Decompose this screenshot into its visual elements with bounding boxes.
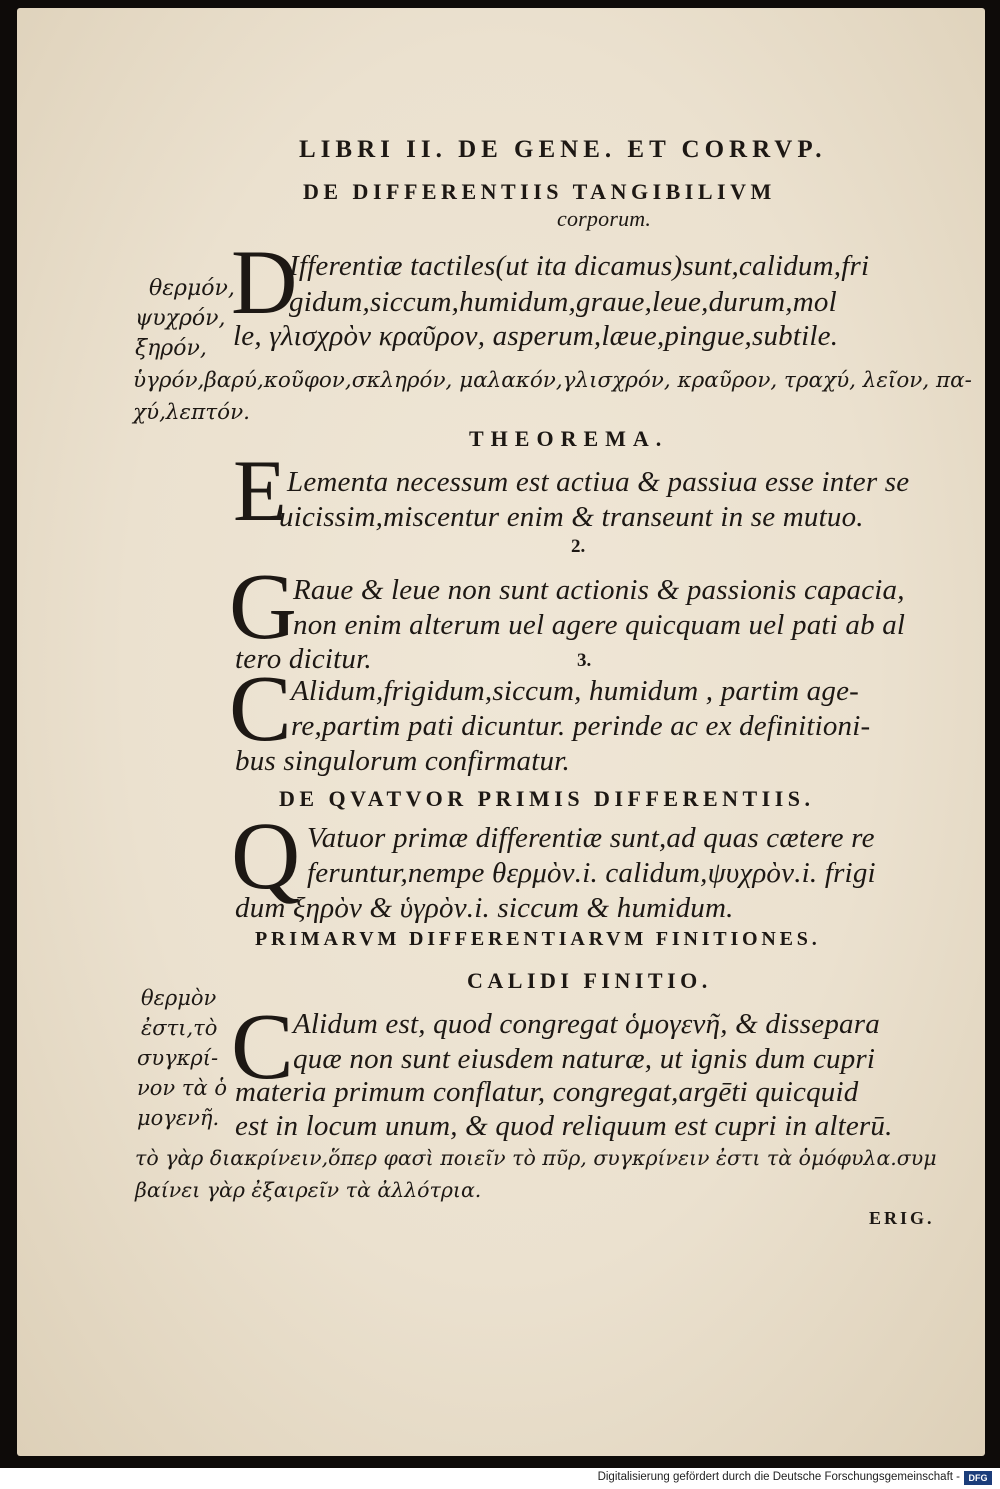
- drop-cap: Q: [231, 802, 301, 909]
- text-line: le, γλισχρὸν κραῦρον, asperum,læue,pingue,subtile.: [233, 320, 839, 352]
- text-line: Lementa necessum est actiua & passiua esse inter se: [287, 466, 910, 498]
- margin-note: θερμὸν: [141, 986, 217, 1010]
- text-line: tero dicitur.: [235, 643, 372, 675]
- text-line: feruntur,nempe θερμὸν.i. calidum,ψυχρὸν.i. frigi: [307, 857, 876, 889]
- text-line: dum ξηρὸν & ὑγρὸν.i. siccum & humidum.: [235, 892, 734, 924]
- margin-note: ξηρόν,: [135, 336, 207, 361]
- section-title: PRIMARVM DIFFERENTIARVM FINITIONES.: [255, 928, 821, 950]
- dfg-logo: DFG: [964, 1471, 992, 1485]
- margin-note: θερμόν,: [149, 276, 235, 301]
- margin-note: μογενῆ.: [137, 1106, 220, 1130]
- catchword: ERIG.: [869, 1208, 935, 1228]
- footer-bar: [0, 1468, 1000, 1489]
- margin-note: συγκρί-: [137, 1046, 219, 1070]
- theorem-number: 2.: [571, 536, 586, 557]
- text-line: Raue & leue non sunt actionis & passionis capacia,: [293, 574, 905, 606]
- footer-credit: Digitalisierung gefördert durch die Deutsche Forschungsgemeinschaft -: [597, 1471, 960, 1483]
- drop-cap: C: [229, 657, 292, 761]
- theorema-title: THEOREMA.: [469, 426, 669, 451]
- margin-note: ψυχρόν,: [135, 306, 226, 331]
- section-title: DE DIFFERENTIIS TANGIBILIVM: [303, 179, 776, 204]
- text-line: Vatuor primæ differentiæ sunt,ad quas cætere re: [307, 822, 875, 854]
- text-line: quæ non sunt eiusdem naturæ, ut ignis dum cupri: [293, 1043, 876, 1075]
- text-line: Ifferentiæ tactiles(ut ita dicamus)sunt,calidum,fri: [289, 250, 870, 282]
- greek-line: χύ,λεπτόν.: [133, 400, 250, 425]
- text-line: re,partim pati dicuntur. perinde ac ex definitioni-: [291, 710, 871, 742]
- drop-cap: C: [231, 995, 294, 1099]
- margin-note: ἐστι,τὸ: [141, 1016, 218, 1040]
- text-line: est in locum unum, & quod reliquum est cupri in alterū.: [235, 1110, 893, 1142]
- section-title: DE QVATVOR PRIMIS DIFFERENTIIS.: [279, 786, 815, 811]
- theorem-number: 3.: [577, 650, 592, 671]
- book-page: [17, 8, 985, 1456]
- text-line: gidum,siccum,humidum,graue,leue,durum,mol: [289, 286, 837, 318]
- text-line: uicissim,miscentur enim & transeunt in se mutuo.: [279, 501, 864, 533]
- text-line: materia primum conflatur, congregat,argēti quicquid: [235, 1076, 859, 1108]
- margin-note: νον τὰ ὁ: [137, 1076, 227, 1100]
- drop-cap: D: [231, 231, 298, 333]
- greek-line: τὸ γὰρ διακρίνειν,ὅπερ φασὶ ποιεῖν τὸ πῦρ, συγκρίνειν ἐστι τὰ ὁμόφυλα.συμ: [135, 1146, 937, 1170]
- text-line: non enim alterum uel agere quicquam uel pati ab al: [293, 609, 906, 641]
- greek-line: βαίνει γὰρ ἐξαιρεῖν τὰ ἀλλότρια.: [135, 1178, 482, 1202]
- text-line: bus singulorum confirmatur.: [235, 745, 570, 777]
- section-title-continuation: corporum.: [557, 206, 652, 231]
- section-subtitle: CALIDI FINITIO.: [467, 968, 712, 993]
- greek-line: ὑγρόν,βαρύ,κοῦφον,σκληρόν, μαλακόν,γλισχρόν, κραῦρον, τραχύ, λεῖον, πα-: [133, 368, 972, 393]
- drop-cap: E: [233, 443, 287, 540]
- text-line: Alidum est, quod congregat ὁμογενῆ, & dissepara: [293, 1008, 880, 1040]
- running-head: LIBRI II. DE GENE. ET CORRVP.: [299, 136, 827, 163]
- text-line: Alidum,frigidum,siccum, humidum , partim age-: [291, 675, 860, 707]
- drop-cap: G: [229, 555, 297, 659]
